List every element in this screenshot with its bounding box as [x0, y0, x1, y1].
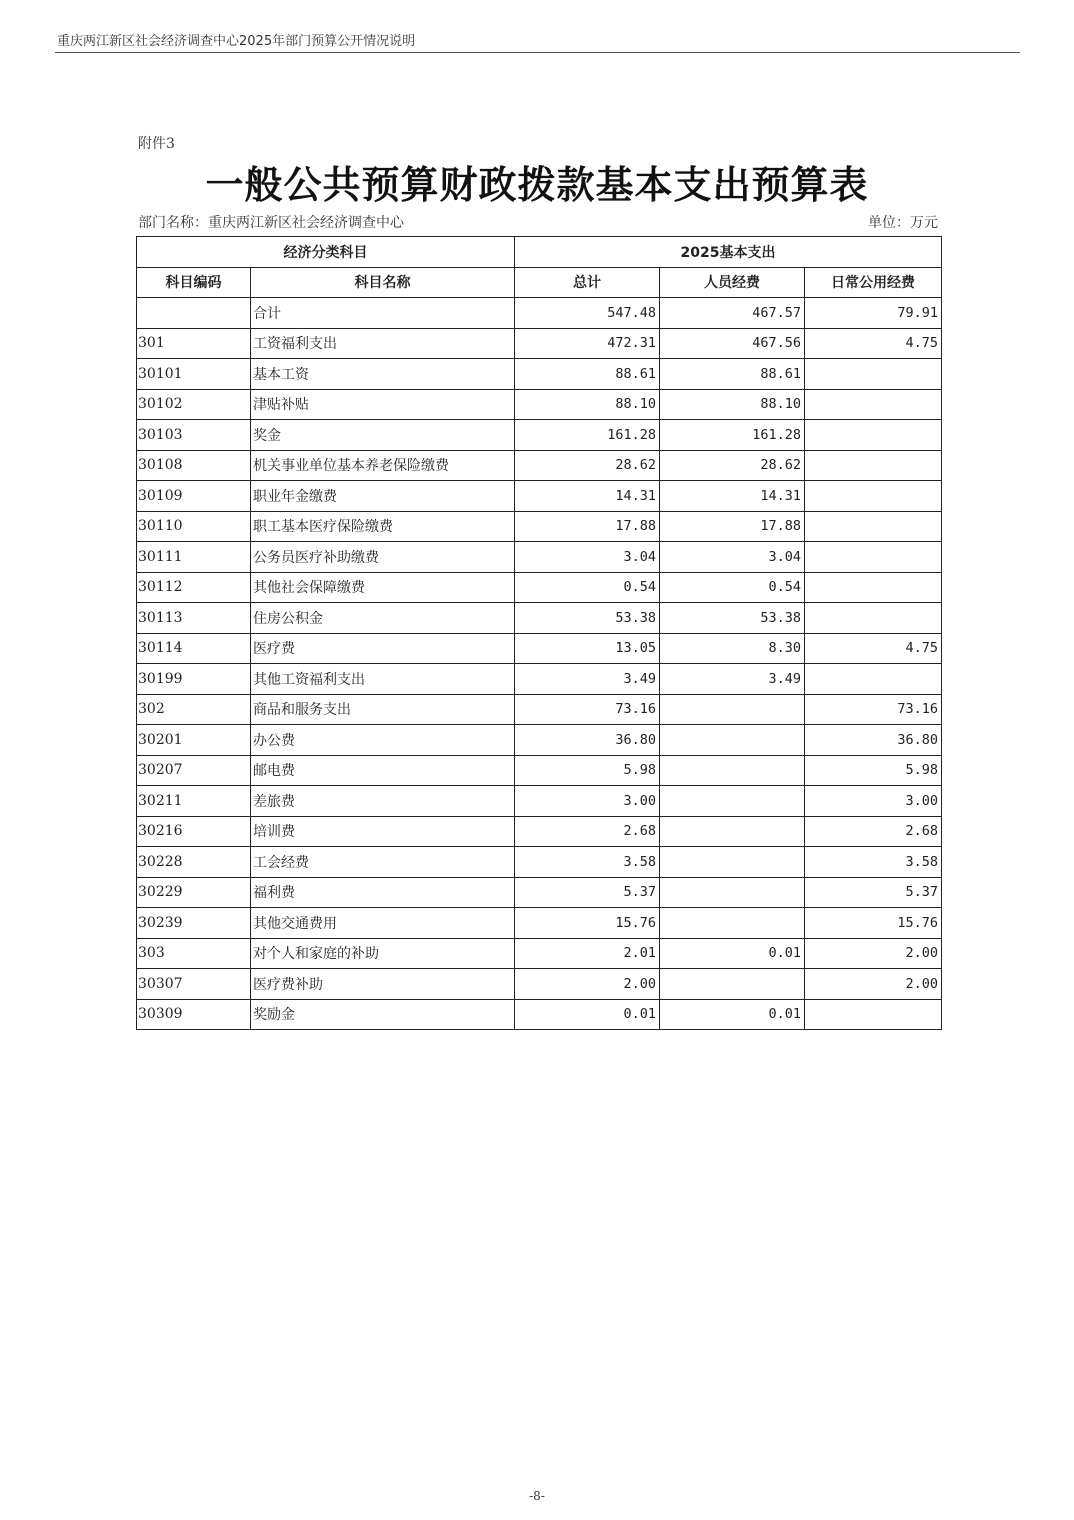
cell-name: 合计: [251, 298, 515, 329]
cell-total: 53.38: [515, 603, 660, 634]
cell-total: 3.00: [515, 786, 660, 817]
cell-personnel: 467.56: [660, 328, 805, 359]
group-header-row: [137, 237, 942, 268]
cell-code: 30199: [137, 664, 251, 695]
header-name: 科目名称: [251, 267, 515, 298]
cell-total: 5.98: [515, 755, 660, 786]
cell-personnel: [660, 725, 805, 756]
cell-total: 472.31: [515, 328, 660, 359]
cell-code: 30102: [137, 389, 251, 420]
cell-name: 福利费: [251, 877, 515, 908]
cell-name: 其他社会保障缴费: [251, 572, 515, 603]
cell-public: 5.98: [805, 755, 942, 786]
cell-code: 30110: [137, 511, 251, 542]
cell-code: 30111: [137, 542, 251, 573]
table-row: [137, 816, 942, 847]
cell-name: 住房公积金: [251, 603, 515, 634]
cell-name: 公务员医疗补助缴费: [251, 542, 515, 573]
cell-code: 30201: [137, 725, 251, 756]
cell-total: 0.01: [515, 999, 660, 1030]
cell-total: 3.49: [515, 664, 660, 695]
table-row: [137, 359, 942, 390]
cell-public: 79.91: [805, 298, 942, 329]
cell-name: 津贴补贴: [251, 389, 515, 420]
budget-table: [136, 236, 942, 1030]
cell-personnel: 17.88: [660, 511, 805, 542]
cell-code: 301: [137, 328, 251, 359]
cell-personnel: [660, 908, 805, 939]
cell-code: 30229: [137, 877, 251, 908]
cell-name: 邮电费: [251, 755, 515, 786]
cell-personnel: [660, 969, 805, 1000]
table-row: [137, 786, 942, 817]
cell-personnel: 28.62: [660, 450, 805, 481]
cell-public: 3.00: [805, 786, 942, 817]
cell-public: 2.68: [805, 816, 942, 847]
cell-public: 2.00: [805, 969, 942, 1000]
cell-total: 3.58: [515, 847, 660, 878]
cell-name: 医疗费补助: [251, 969, 515, 1000]
table-row: [137, 755, 942, 786]
cell-total: 161.28: [515, 420, 660, 451]
cell-name: 职工基本医疗保险缴费: [251, 511, 515, 542]
cell-public: [805, 389, 942, 420]
cell-name: 奖励金: [251, 999, 515, 1030]
cell-name: 工会经费: [251, 847, 515, 878]
header-code: 科目编码: [137, 267, 251, 298]
cell-personnel: 88.61: [660, 359, 805, 390]
cell-total: 17.88: [515, 511, 660, 542]
cell-code: 30108: [137, 450, 251, 481]
column-header-row: [137, 267, 942, 298]
cell-code: 30112: [137, 572, 251, 603]
cell-name: 医疗费: [251, 633, 515, 664]
cell-code: [137, 298, 251, 329]
table-row: [137, 969, 942, 1000]
cell-total: 3.04: [515, 542, 660, 573]
table-row: [137, 450, 942, 481]
cell-personnel: [660, 877, 805, 908]
header-public: 日常公用经费: [805, 267, 942, 298]
cell-name: 办公费: [251, 725, 515, 756]
header-basic-expenditure: 2025基本支出: [515, 237, 942, 268]
cell-code: 30307: [137, 969, 251, 1000]
cell-name: 商品和服务支出: [251, 694, 515, 725]
table-row: [137, 847, 942, 878]
table-row: [137, 603, 942, 634]
cell-total: 15.76: [515, 908, 660, 939]
cell-personnel: 53.38: [660, 603, 805, 634]
table-row: [137, 511, 942, 542]
cell-name: 其他工资福利支出: [251, 664, 515, 695]
cell-code: 30309: [137, 999, 251, 1030]
table-row: [137, 999, 942, 1030]
cell-total: 88.10: [515, 389, 660, 420]
cell-public: [805, 542, 942, 573]
cell-total: 73.16: [515, 694, 660, 725]
cell-public: [805, 603, 942, 634]
table-row: [137, 542, 942, 573]
cell-name: 机关事业单位基本养老保险缴费: [251, 450, 515, 481]
cell-name: 奖金: [251, 420, 515, 451]
table-row: [137, 633, 942, 664]
header-divider: [55, 52, 1020, 53]
cell-personnel: 0.01: [660, 938, 805, 969]
cell-total: 0.54: [515, 572, 660, 603]
cell-name: 对个人和家庭的补助: [251, 938, 515, 969]
table-body: [137, 298, 942, 1030]
table-row: [137, 725, 942, 756]
table-row: [137, 420, 942, 451]
cell-personnel: 0.01: [660, 999, 805, 1030]
cell-public: [805, 481, 942, 512]
cell-code: 30239: [137, 908, 251, 939]
cell-public: [805, 511, 942, 542]
cell-total: 5.37: [515, 877, 660, 908]
cell-name: 差旅费: [251, 786, 515, 817]
cell-personnel: 161.28: [660, 420, 805, 451]
cell-code: 30228: [137, 847, 251, 878]
table-row: [137, 298, 942, 329]
cell-code: 30101: [137, 359, 251, 390]
running-header: 重庆两江新区社会经济调查中心2025年部门预算公开情况说明: [57, 34, 416, 49]
cell-code: 30211: [137, 786, 251, 817]
cell-public: 73.16: [805, 694, 942, 725]
cell-code: 30114: [137, 633, 251, 664]
cell-code: 30216: [137, 816, 251, 847]
cell-code: 302: [137, 694, 251, 725]
cell-personnel: 3.04: [660, 542, 805, 573]
cell-public: 2.00: [805, 938, 942, 969]
header-total: 总计: [515, 267, 660, 298]
table-row: [137, 389, 942, 420]
cell-public: [805, 359, 942, 390]
unit-label: 单位：万元: [868, 215, 938, 231]
cell-personnel: [660, 755, 805, 786]
cell-personnel: 8.30: [660, 633, 805, 664]
table-row: [137, 694, 942, 725]
table-row: [137, 908, 942, 939]
table-row: [137, 572, 942, 603]
cell-name: 基本工资: [251, 359, 515, 390]
cell-total: 547.48: [515, 298, 660, 329]
cell-name: 培训费: [251, 816, 515, 847]
cell-total: 2.00: [515, 969, 660, 1000]
table-row: [137, 664, 942, 695]
cell-code: 30103: [137, 420, 251, 451]
cell-personnel: 88.10: [660, 389, 805, 420]
cell-total: 36.80: [515, 725, 660, 756]
cell-public: [805, 420, 942, 451]
cell-public: 4.75: [805, 328, 942, 359]
cell-personnel: [660, 786, 805, 817]
cell-code: 30207: [137, 755, 251, 786]
cell-personnel: 0.54: [660, 572, 805, 603]
header-personnel: 人员经费: [660, 267, 805, 298]
document-title: 一般公共预算财政拨款基本支出预算表: [205, 163, 869, 207]
cell-total: 28.62: [515, 450, 660, 481]
cell-public: 36.80: [805, 725, 942, 756]
cell-name: 工资福利支出: [251, 328, 515, 359]
table-row: [137, 877, 942, 908]
cell-personnel: 14.31: [660, 481, 805, 512]
cell-public: 4.75: [805, 633, 942, 664]
cell-code: 303: [137, 938, 251, 969]
cell-total: 88.61: [515, 359, 660, 390]
cell-name: 其他交通费用: [251, 908, 515, 939]
cell-public: 3.58: [805, 847, 942, 878]
table-row: [137, 328, 942, 359]
table-row: [137, 481, 942, 512]
department-name: 部门名称：重庆两江新区社会经济调查中心: [138, 215, 404, 231]
cell-public: 15.76: [805, 908, 942, 939]
cell-public: [805, 664, 942, 695]
cell-personnel: 467.57: [660, 298, 805, 329]
cell-public: [805, 450, 942, 481]
cell-public: 5.37: [805, 877, 942, 908]
cell-total: 2.68: [515, 816, 660, 847]
cell-personnel: [660, 816, 805, 847]
cell-code: 30109: [137, 481, 251, 512]
cell-personnel: [660, 694, 805, 725]
cell-code: 30113: [137, 603, 251, 634]
cell-public: [805, 999, 942, 1030]
table-row: [137, 938, 942, 969]
cell-total: 13.05: [515, 633, 660, 664]
cell-public: [805, 572, 942, 603]
attachment-label: 附件3: [138, 136, 175, 152]
cell-total: 14.31: [515, 481, 660, 512]
page-number: -8-: [529, 1489, 545, 1503]
cell-personnel: 3.49: [660, 664, 805, 695]
cell-personnel: [660, 847, 805, 878]
cell-total: 2.01: [515, 938, 660, 969]
header-econ-classification: 经济分类科目: [137, 237, 515, 268]
cell-name: 职业年金缴费: [251, 481, 515, 512]
